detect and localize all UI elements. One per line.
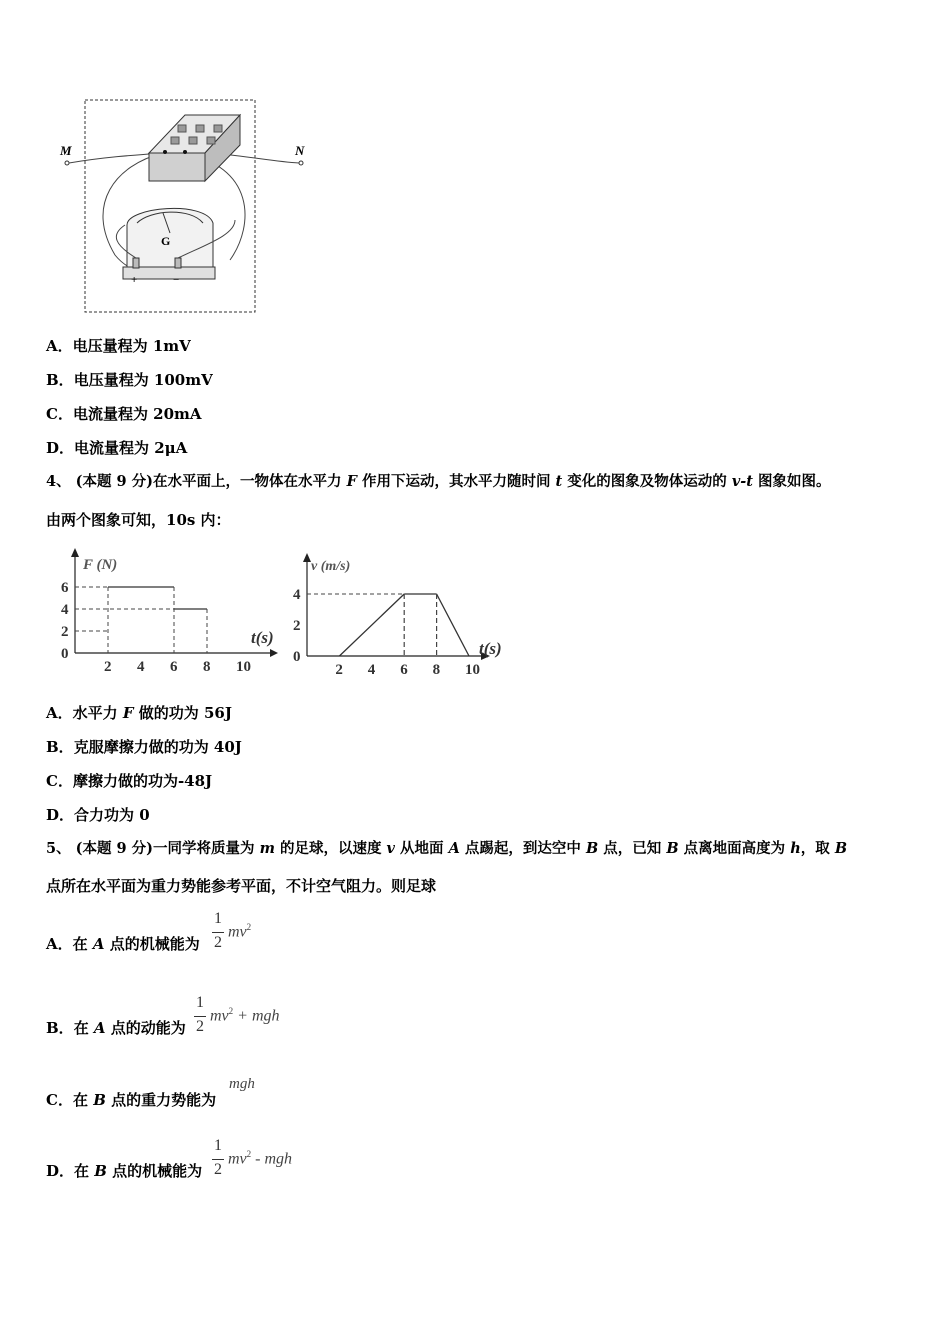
f-x-tick-8: 8	[203, 659, 211, 675]
f-x-tick-6: 6	[170, 659, 178, 675]
q4-option-d: D．合力功为 0	[46, 806, 150, 824]
q5-stem-line2: 点所在水平面为重力势能参考平面，不计空气阻力。则足球	[46, 877, 437, 895]
f-axis-x-arrow	[270, 649, 278, 657]
q4-stem-line2: 由两个图象可知，10s 内：	[46, 511, 231, 529]
velocity-time-chart	[285, 550, 515, 685]
v-x-tick-6: 6	[400, 662, 408, 678]
q4-option-a: A．水平力 F 做的功为 56J	[46, 704, 232, 722]
q3-option-c: C．电流量程为 20mA	[46, 405, 202, 423]
v-axis-y-arrow	[303, 553, 311, 562]
f-y-label: F (N)	[83, 557, 118, 573]
q4-option-b: B．克服摩擦力做的功为 40J	[46, 738, 242, 756]
q4-option-c: C．摩擦力做的功为-48J	[46, 772, 213, 790]
f-y-tick-6: 6	[61, 580, 69, 596]
f-x-label: t(s)	[251, 628, 274, 647]
label-plus: +	[131, 274, 138, 286]
q4-stem-line1: 4、 (本题 9 分)在水平面上，一物体在水平力 F 作用下运动，其水平力随时间 t 变化的图象及物体运动的 v-t 图象如图。	[46, 473, 831, 490]
v-y-tick-4: 4	[293, 587, 301, 603]
f-x-tick-2: 2	[104, 659, 112, 675]
f-x-tick-4: 4	[137, 659, 145, 675]
v-x-label: t(s)	[479, 639, 502, 658]
q5-option-d: D．在 B 点的机械能为	[46, 1162, 203, 1180]
v-x-tick-10: 10	[465, 662, 480, 678]
v-segment-2	[437, 594, 469, 656]
q3-option-d: D．电流量程为 2μA	[46, 439, 188, 457]
q5-d-fraction: 1 2	[214, 1137, 222, 1178]
terminal-n	[299, 161, 303, 165]
v-y-tick-0: 0	[293, 649, 301, 665]
f-y-tick-0: 0	[61, 646, 69, 662]
label-n: N	[295, 143, 305, 158]
q5-b-fraction: 1 2	[196, 994, 204, 1035]
f-x-tick-10: 10	[236, 659, 251, 675]
q5-option-c: C．在 B 点的重力势能为	[46, 1091, 217, 1109]
f-y-tick-4: 4	[61, 602, 69, 618]
label-minus: −	[173, 274, 180, 286]
f-y-tick-2: 2	[61, 624, 69, 640]
circuit-figure	[55, 95, 315, 320]
v-y-label: v (m/s)	[311, 559, 351, 574]
v-x-tick-2: 2	[335, 662, 343, 678]
v-x-tick-8: 8	[432, 662, 441, 678]
q5-a-fraction: 1 2	[214, 910, 222, 951]
label-m: M	[60, 143, 72, 158]
q5-option-a: A．在 A 点的机械能为	[46, 935, 200, 953]
v-segment-0	[339, 594, 404, 656]
q5-b-expression: $mv^2$ + mgh	[210, 1006, 280, 1025]
q5-d-expression: $mv^2$ - mgh	[228, 1149, 293, 1168]
q5-c-expression: mgh	[229, 1076, 255, 1092]
f-axis-y-arrow	[71, 548, 79, 557]
label-g: G	[161, 234, 171, 248]
q5-option-b: B．在 A 点的动能为	[46, 1019, 186, 1037]
q3-option-b: B．电压量程为 100mV	[46, 371, 213, 389]
v-x-tick-4: 4	[367, 662, 376, 678]
q5-stem-line1: 5、 (本题 9 分)一同学将质量为 m 的足球，以速度 v 从地面 A 点踢起，到达空中 B 点，已知 B 点离地面高度为 h，取 B	[46, 840, 848, 857]
q5-a-expression: $mv^2$	[228, 922, 252, 941]
v-y-tick-2: 2	[293, 618, 301, 634]
force-time-chart	[45, 545, 285, 680]
terminal-m	[65, 161, 69, 165]
q3-option-a: A．电压量程为 1mV	[46, 337, 191, 355]
